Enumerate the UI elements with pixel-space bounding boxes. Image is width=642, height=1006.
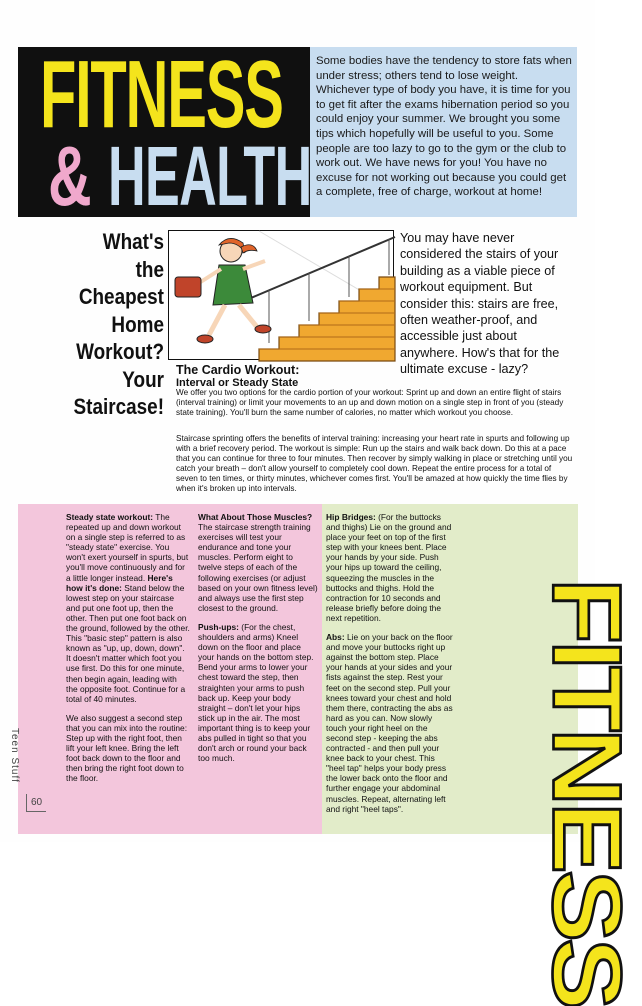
article-heading xyxy=(57,228,164,421)
column-hips-abs xyxy=(326,512,454,823)
paragraph-heading: Abs: xyxy=(326,632,345,643)
paragraph xyxy=(198,512,318,613)
column-steady-state xyxy=(66,512,190,792)
heading-line: Staircase! xyxy=(73,394,164,419)
heading-line: Cheapest xyxy=(78,284,164,309)
heading-line: Home xyxy=(111,311,164,337)
heading-line: Workout? xyxy=(76,339,164,364)
heading-line: What's xyxy=(102,229,164,254)
paragraph-heading: Push-ups: xyxy=(198,621,239,632)
heading-line: the xyxy=(135,256,164,282)
paragraph-heading: Hip Bridges: xyxy=(326,512,376,522)
title-health: HEALTH xyxy=(108,129,312,223)
paragraph-text: Lie on your back on the floor and move your buttocks right up against the bottom step. Place your hands at your sides and your fists against the step. Rest your feet on the second step. Pull your knees toward your chest and hold them there, contracting the abs as hard as you can. Now slowly touch your right heel on the second step - keeping the abs contracted - and then pull your knee back to your chest. This "heel tap" helps your body press the lower back onto the floor and further engage your abdominal muscles. Repeat, alternating left and right "heel taps". xyxy=(326,632,453,814)
stairs-illustration xyxy=(168,230,394,360)
column-muscles xyxy=(198,512,318,772)
cardio-paragraph-1: We offer you two options for the cardio portion of your workout: Sprint up and down an entire flight of stairs (interval training) or limit your movements to an up and down motion on a single step in front of you (steady state training). You'll burn the same number of calories, no matter which workout you choose. xyxy=(176,388,564,417)
girl-running-stairs-image xyxy=(169,231,395,361)
heading-line: Your xyxy=(122,366,164,392)
cardio-title: The Cardio Workout: xyxy=(176,363,300,377)
title-ampersand: & xyxy=(48,129,92,223)
paragraph xyxy=(326,632,454,814)
cardio-paragraph-2: Staircase sprinting offers the benefits of interval training: increasing your heart rate in spurts and following up with a brief recovery period. The workout is simple: Run up the stairs and walk back down. Do this at a pace that you can continue for three to four minutes. Then recover by simply walking in place or stretching until you catch your breath – don't allow yourself to completely cool down. Repeat the entire process for a total of seven to ten times, or thirty minutes, whichever comes first. You'll be amazed at how quickly the time flies by when it's broken up into intervals. xyxy=(176,434,573,493)
paragraph-text: Stand below the lowest step on your staircase and put one foot up, then the other. Then put one foot back on the ground, followed by the other. This "basic step" pattern is also known as "up, up, down, down". It doesn't matter which foot you use first. Do this for one minute, then begin again, leading with the opposite foot. Continue for a total of 40 minutes. xyxy=(66,582,190,704)
side-word-fitness: FITNESS xyxy=(533,578,642,1006)
paragraph xyxy=(326,512,454,623)
paragraph: We also suggest a second step that you can mix into the routine: Step up with the right foot, then lift your left knee. Bring the left foot back down to the floor and then bring the right foot down to the floor. xyxy=(66,712,188,784)
paragraph-heading: Here's how it's done: xyxy=(66,572,173,593)
title-fitness: FITNESS xyxy=(40,41,283,148)
section-label: Teen Stuff xyxy=(9,728,20,783)
page-number: 60 xyxy=(26,794,46,812)
paragraph-heading: Steady state workout: xyxy=(66,512,154,522)
intro-paragraph: Some bodies have the tendency to store fats when under stress; others tend to lose weight. Whichever type of body you have, it is time for you to get fit after the exams hibernation period so you could enjoy your summer. We brought you some tips which hopefully will be useful to you. Some people are too lazy to go to the gym or the club to work out. We have news for you! You have no excuse for not working out because you could get a complete, free of charge, workout at home! xyxy=(316,55,572,199)
cardio-subtitle: Interval or Steady State xyxy=(176,377,299,389)
article-blurb: You may have never considered the stairs of your building as a viable piece of workout equipment. But consider this: stairs are free, often weather-proof, and accessible just about anywhere. How's that for the ultimate excuse - lazy? xyxy=(400,231,560,377)
paragraph xyxy=(66,512,190,704)
paragraph-text: The repeated up and down workout on a single step is referred to as "steady state" exercise. You won't exert yourself in spurts, but you'll move continuously and for a little longer instead. xyxy=(66,512,189,583)
paragraph xyxy=(198,622,318,763)
paragraph-text: (For the buttocks and thighs) Lie on the ground and place your feet on top of the first step with your knees bent. Place your hands by your side. Push your hips up toward the ceiling, squeezing the muscles in the buttocks and thighs. Hold the contraction for 10 seconds and release briefly before doing the next repetition. xyxy=(326,512,452,623)
paragraph-text: (For the chest, shoulders and arms) Kneel down on the floor and place your hands on the bottom step. Bend your arms to lower your chest toward the step, then straighten your arms to push back up. Keep your body straight – don't let your hips stick up in the air. The most important thing is to keep your abs pulled in tight so that you don't arch or round your back too much. xyxy=(198,621,314,764)
column-heading: What About Those Muscles? xyxy=(198,512,313,522)
paragraph-text: The staircase strength training exercises will test your endurance and tone your muscles. Perform eight to twelve steps of each of the following exercises (or adjust based on your own fitness level) and always use the first step closest to the ground. xyxy=(198,522,318,613)
